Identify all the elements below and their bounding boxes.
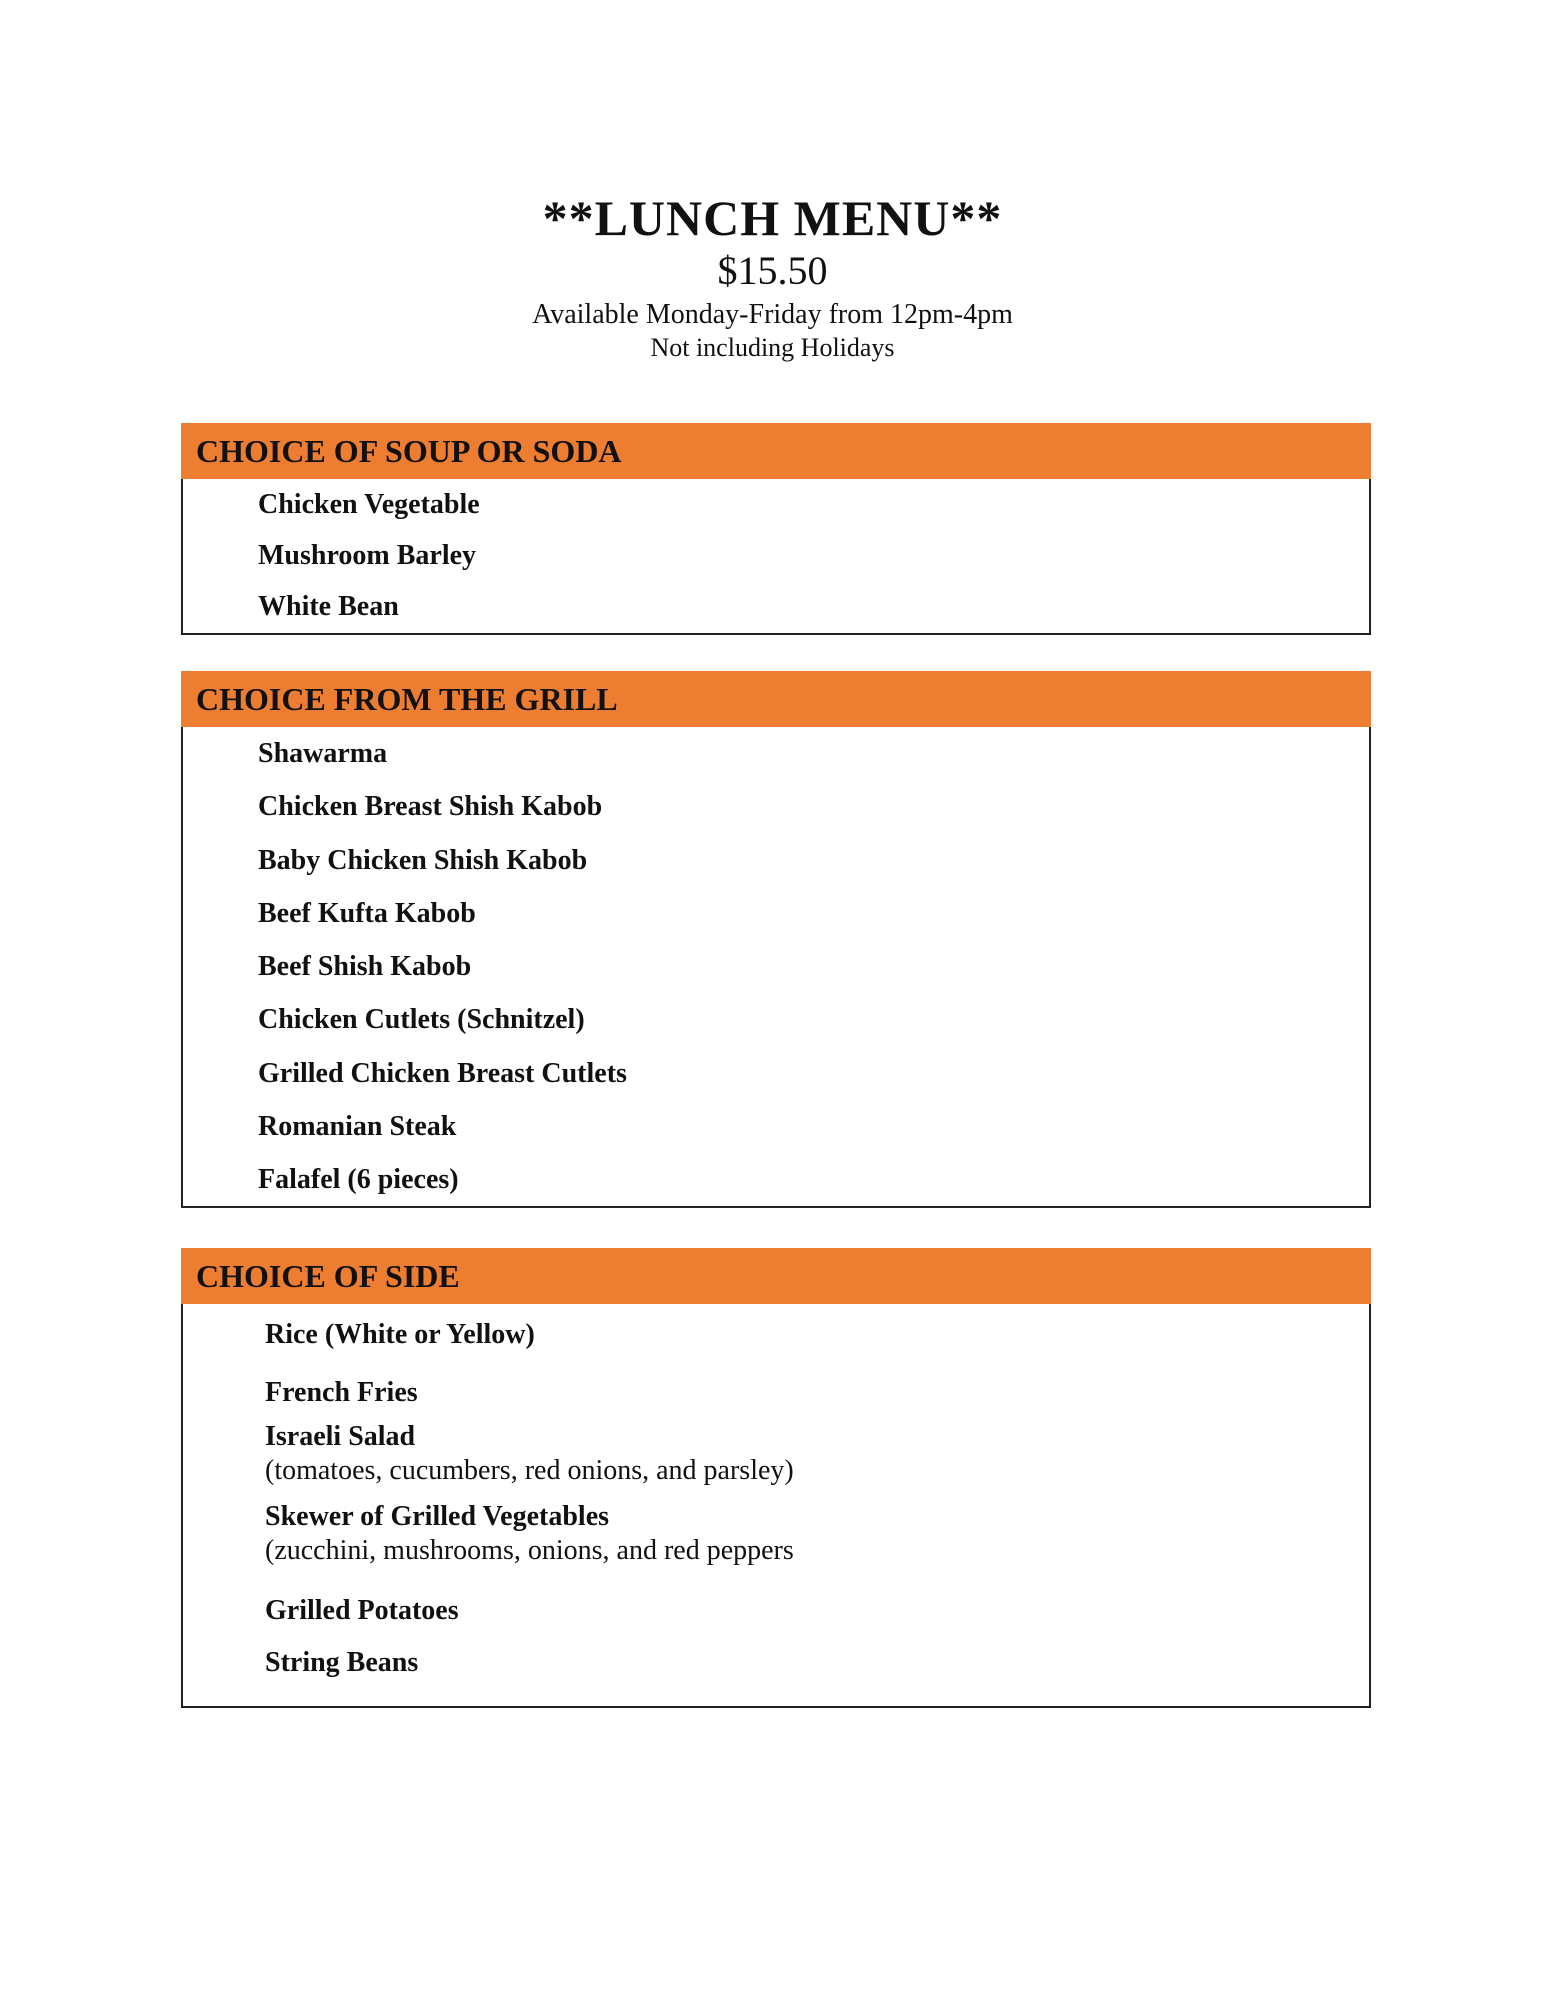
soup-items-list <box>183 479 1369 641</box>
grill-item: Romanian Steak <box>258 1111 457 1143</box>
side-item-name: French Fries <box>265 1377 418 1408</box>
menu-header <box>0 190 1545 364</box>
soup-section-title: CHOICE OF SOUP OR SODA <box>181 423 1371 479</box>
grill-item: Chicken Breast Shish Kabob <box>258 791 603 823</box>
grill-item: Beef Shish Kabob <box>258 951 472 983</box>
soup-section <box>181 423 1371 635</box>
side-item-name: Rice (White or Yellow) <box>265 1319 535 1350</box>
soup-item: Mushroom Barley <box>258 540 477 571</box>
side-item-description: (tomatoes, cucumbers, red onions, and parsley) <box>265 1455 794 1486</box>
grill-item: Chicken Cutlets (Schnitzel) <box>258 1004 585 1036</box>
side-item <box>265 1646 1369 1680</box>
grill-item: Baby Chicken Shish Kabob <box>258 844 588 876</box>
holiday-note: Not including Holidays <box>650 333 895 362</box>
side-item <box>265 1594 1369 1628</box>
grill-item: Shawarma <box>258 738 388 769</box>
soup-item: White Bean <box>258 591 399 622</box>
side-item-description: (zucchini, mushrooms, onions, and red peppers <box>265 1535 794 1566</box>
menu-price: $15.50 <box>717 248 828 293</box>
side-item-name: Grilled Potatoes <box>265 1595 459 1626</box>
side-section <box>181 1248 1371 1708</box>
grill-section-title: CHOICE FROM THE GRILL <box>181 671 1371 727</box>
availability-text: Available Monday-Friday from 12pm-4pm <box>532 299 1013 330</box>
page-title: **LUNCH MENU** <box>542 190 1003 246</box>
grill-item: Grilled Chicken Breast Cutlets <box>258 1057 627 1089</box>
grill-item: Beef Kufta Kabob <box>258 897 476 929</box>
side-section-title: CHOICE OF SIDE <box>181 1248 1371 1304</box>
side-item-name: Israeli Salad <box>265 1421 416 1452</box>
side-item <box>265 1420 1369 1488</box>
side-item-name: String Beans <box>265 1647 419 1678</box>
side-item <box>265 1318 1369 1352</box>
grill-item: Falafel (6 pieces) <box>258 1164 459 1196</box>
side-items-list <box>183 1304 1369 1680</box>
grill-section <box>181 671 1371 1208</box>
side-item <box>265 1376 1369 1410</box>
soup-item: Chicken Vegetable <box>258 489 480 520</box>
grill-items-list <box>183 727 1369 1217</box>
side-item <box>265 1500 1369 1568</box>
side-item-name: Skewer of Grilled Vegetables <box>265 1501 610 1532</box>
